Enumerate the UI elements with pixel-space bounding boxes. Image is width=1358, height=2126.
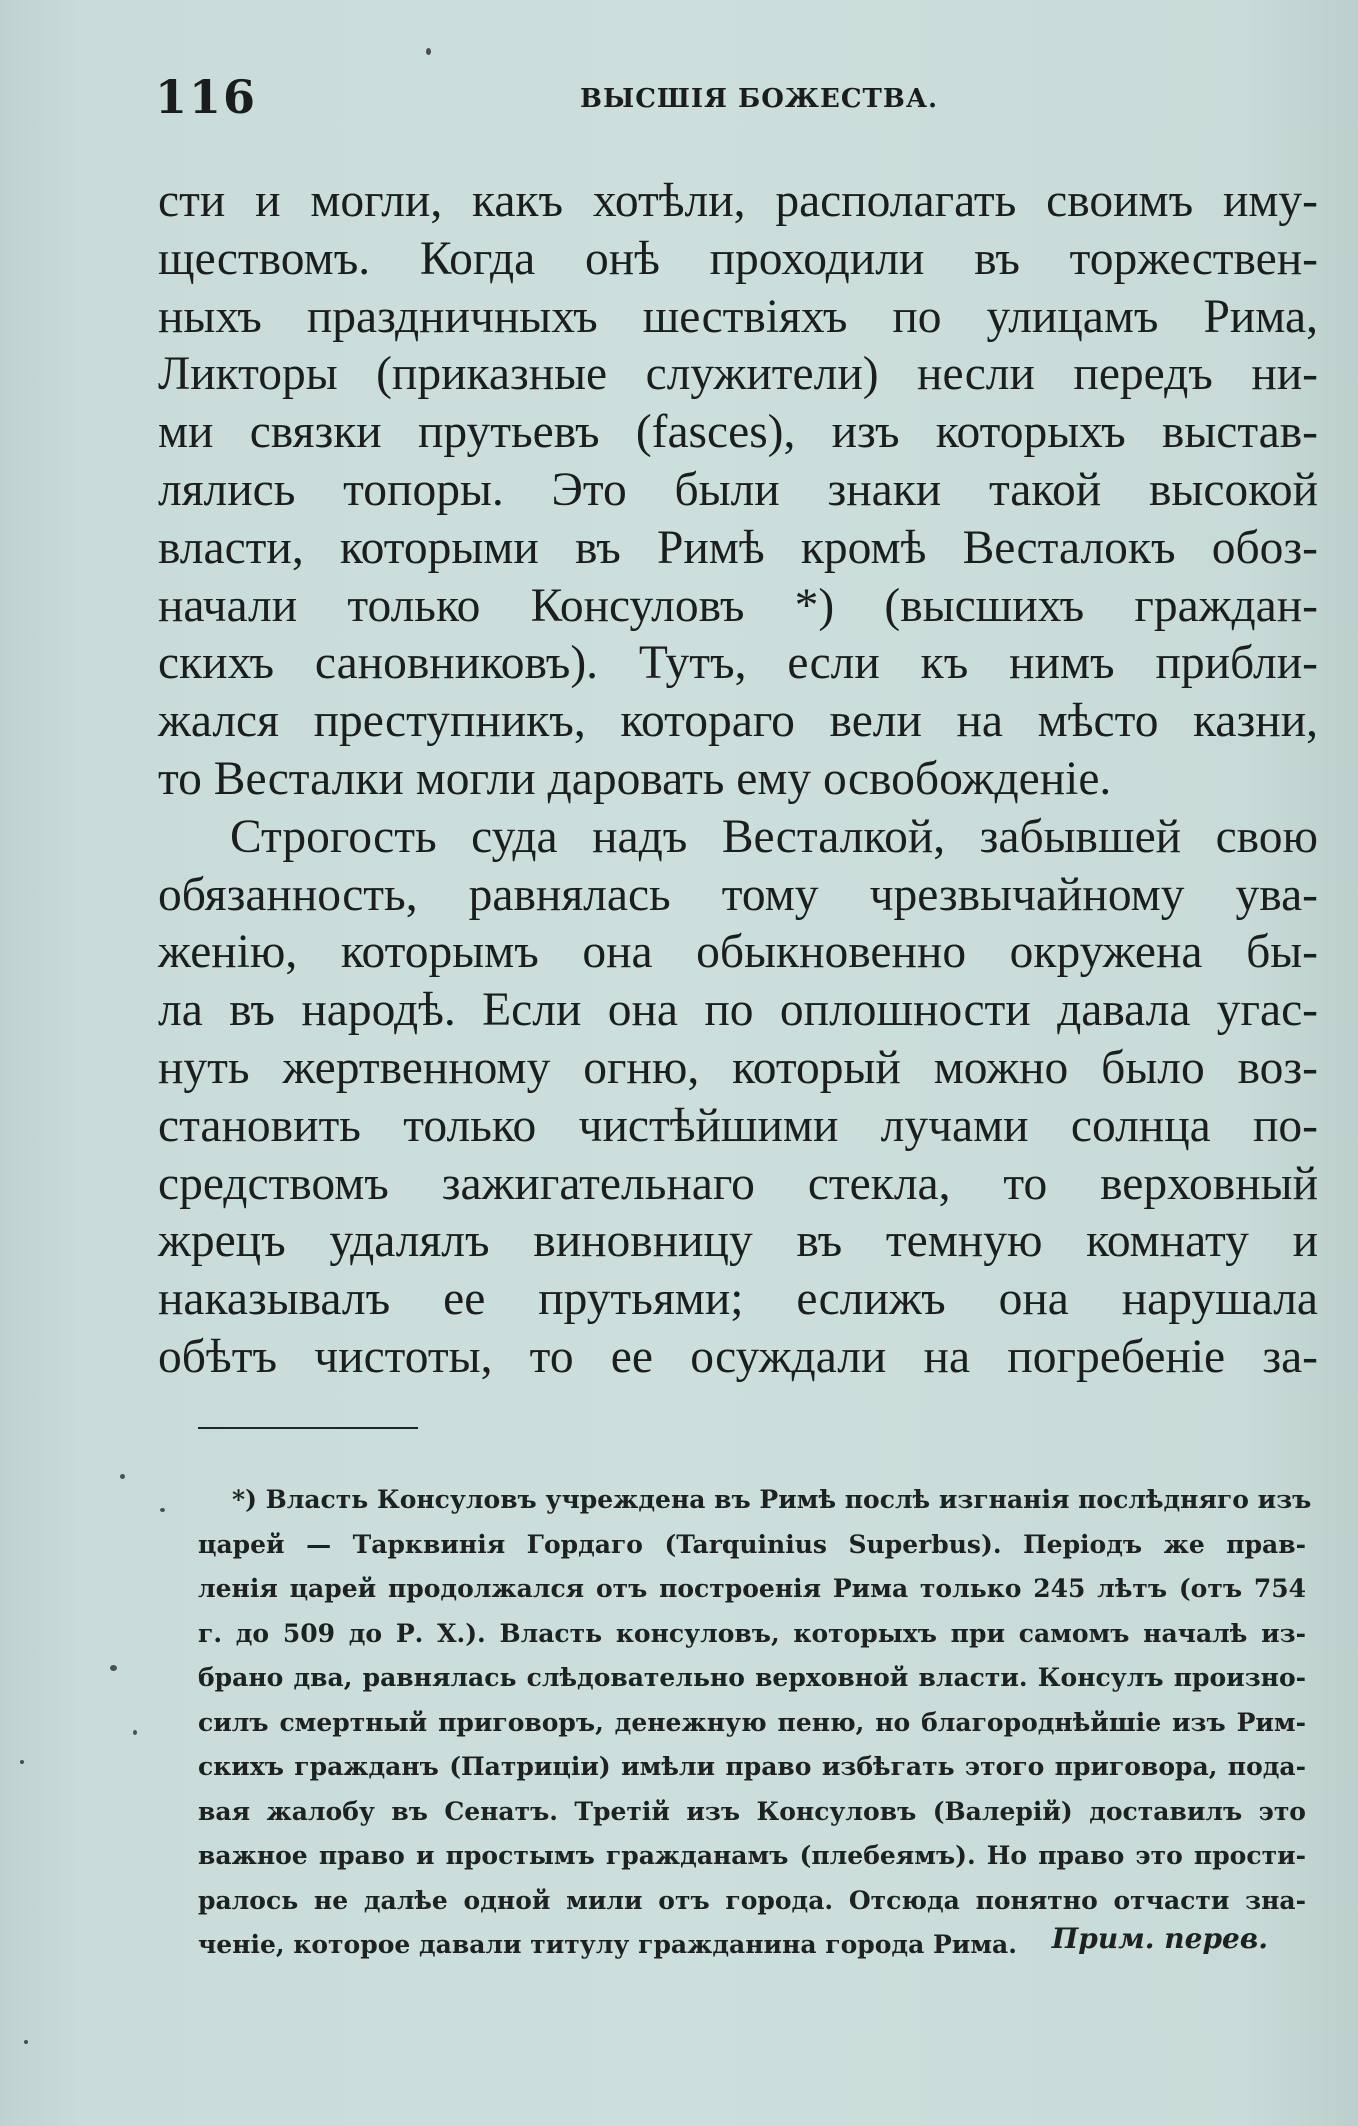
text-line: жался преступникъ, котораго вели на мѣсто казни, bbox=[158, 695, 1318, 748]
text-line: ла въ народѣ. Если она по оплошности давала угас- bbox=[158, 984, 1318, 1037]
running-head: ВЫСШІЯ БОЖЕСТВА. bbox=[580, 84, 939, 114]
text-line: женію, которымъ она обыкновенно окружена бы- bbox=[158, 926, 1318, 979]
text-line: обѣтъ чистоты, то ее осуждали на погребеніе за- bbox=[158, 1330, 1318, 1383]
text-line: то Весталки могли даровать ему освобожденіе. bbox=[158, 752, 1112, 805]
footnote-line: вая жалобу въ Сенатъ. Третій изъ Консуловъ (Валерій) доставилъ это bbox=[198, 1796, 1306, 1826]
print-speck bbox=[133, 1730, 137, 1735]
text-line: ми связки прутьевъ (fasces), изъ которыхъ выстав- bbox=[158, 406, 1318, 459]
text-line: становить только чистѣйшими лучами солнца по- bbox=[158, 1099, 1318, 1152]
print-speck bbox=[120, 1474, 125, 1479]
text-line: обязанность, равнялась тому чрезвычайному ува- bbox=[158, 868, 1318, 921]
page-header bbox=[155, 70, 1285, 130]
main-text-block bbox=[158, 173, 1318, 1387]
translator-note-signature: Прим. перев. bbox=[1051, 1922, 1268, 1955]
text-line: средствомъ зажигательнаго стекла, то верховный bbox=[158, 1157, 1318, 1210]
text-line: Строгость суда надъ Весталкой, забывшей свою bbox=[230, 810, 1318, 863]
footnote-line: царей — Тарквинія Гордаго (Tarquinius Superbus). Періодъ же прав- bbox=[198, 1529, 1306, 1559]
print-speck bbox=[426, 48, 431, 55]
print-speck bbox=[24, 2040, 28, 2044]
page-number: 116 bbox=[155, 70, 258, 124]
text-line: Ликторы (приказные служители) несли передъ ни- bbox=[158, 348, 1318, 401]
print-speck bbox=[110, 1665, 117, 1671]
footnote-line: брано два, равнялась слѣдовательно верховной власти. Консулъ произно- bbox=[198, 1663, 1306, 1692]
footnote-line: ралось не далѣе одной мили отъ города. Отсюда понятно отчасти зна- bbox=[198, 1885, 1306, 1915]
text-line: ныхъ праздничныхъ шествіяхъ по улицамъ Рима, bbox=[158, 290, 1318, 343]
footnote-divider bbox=[198, 1427, 418, 1429]
print-speck bbox=[160, 1508, 165, 1512]
footnote-line: г. до 509 до Р. Х.). Власть консуловъ, которыхъ при самомъ началѣ из- bbox=[198, 1618, 1306, 1648]
text-line: нуть жертвенному огню, который можно было воз- bbox=[158, 1041, 1318, 1094]
footnote-line: скихъ гражданъ (Патриціи) имѣли право избѣгать этого приговора, пода- bbox=[198, 1752, 1306, 1781]
text-line: жрецъ удалялъ виновницу въ темную комнату и bbox=[158, 1215, 1318, 1268]
footnote-line: ченіе, которое давали титулу гражданина города Рима. bbox=[198, 1930, 1017, 1959]
text-line: ществомъ. Когда онѣ проходили въ торжествен- bbox=[158, 232, 1318, 285]
footnote-line: силъ смертный приговоръ, денежную пеню, но благороднѣйшіе изъ Рим- bbox=[198, 1707, 1306, 1737]
footnote-block bbox=[198, 1478, 1312, 1968]
text-line: власти, которыми въ Римѣ кромѣ Весталокъ обоз- bbox=[158, 521, 1318, 574]
text-line: наказывалъ ее прутьями; еслижъ она нарушала bbox=[158, 1273, 1318, 1326]
text-line: начали только Консуловъ *) (высшихъ граждан- bbox=[158, 579, 1318, 632]
footnote-line: важное право и простымъ гражданамъ (плебеямъ). Но право это прости- bbox=[198, 1841, 1306, 1870]
text-line: сти и могли, какъ хотѣли, располагать своимъ иму- bbox=[158, 175, 1318, 227]
print-speck bbox=[20, 1760, 24, 1764]
text-line: лялись топоры. Это были знаки такой высокой bbox=[158, 463, 1318, 516]
text-line: скихъ сановниковъ). Тутъ, если къ нимъ прибли- bbox=[158, 637, 1318, 690]
footnote-line: ленія царей продолжался отъ построенія Рима только 245 лѣтъ (отъ 754 bbox=[198, 1574, 1306, 1603]
footnote-line: *) Власть Консуловъ учреждена въ Римѣ послѣ изгнанія послѣдняго изъ bbox=[232, 1485, 1312, 1514]
